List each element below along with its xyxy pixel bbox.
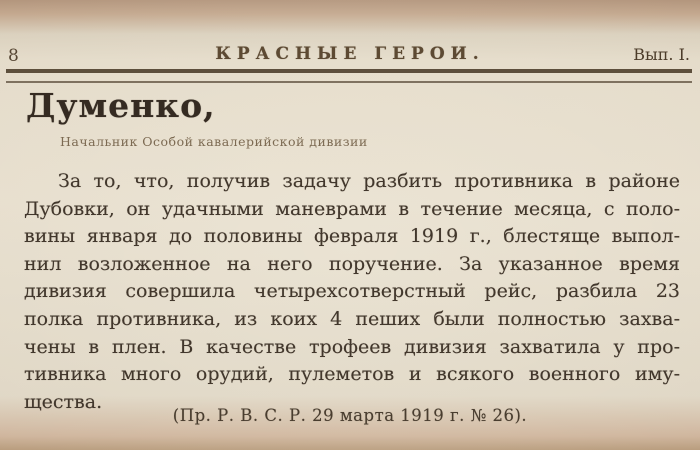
paragraph-line: вины января до половины февраля 1919 г., блестяще выпол- — [24, 225, 680, 248]
paragraph-line: чены в плен. В качестве трофеев дивизия захватила у про- — [24, 335, 680, 358]
paragraph-line: тивника много орудий, пулеметов и всякого военного иму- — [24, 363, 680, 386]
paragraph-line: щества. — [24, 390, 103, 413]
paragraph-line: дивизия совершила четырехсотверстный рейс, разбила 23 — [24, 280, 680, 303]
paragraph-line: полка противника, из коих 4 пеших были полностью захва- — [24, 307, 680, 330]
citation: (Пр. Р. В. С. Р. 29 марта 1919 г. № 26). — [172, 406, 528, 425]
header-double-rule — [6, 69, 692, 83]
paragraph-line: Дубовки, он удачными маневрами в течение месяца, с поло- — [24, 197, 680, 220]
running-head — [0, 44, 700, 66]
article-heading: Думенко, — [26, 86, 216, 125]
running-title: КРАСНЫЕ ГЕРОИ. — [215, 44, 485, 64]
paragraph-line: нил возложенное на него поручение. За указанное время — [24, 252, 680, 275]
page-number: 8 — [8, 46, 19, 66]
paragraph-line: За то, что, получив задачу разбить противника в районе — [58, 170, 680, 192]
article-subheading: Начальник Особой кавалерийской дивизии — [60, 134, 368, 149]
paragraph — [24, 168, 680, 416]
issue-label: Вып. I. — [633, 45, 690, 64]
